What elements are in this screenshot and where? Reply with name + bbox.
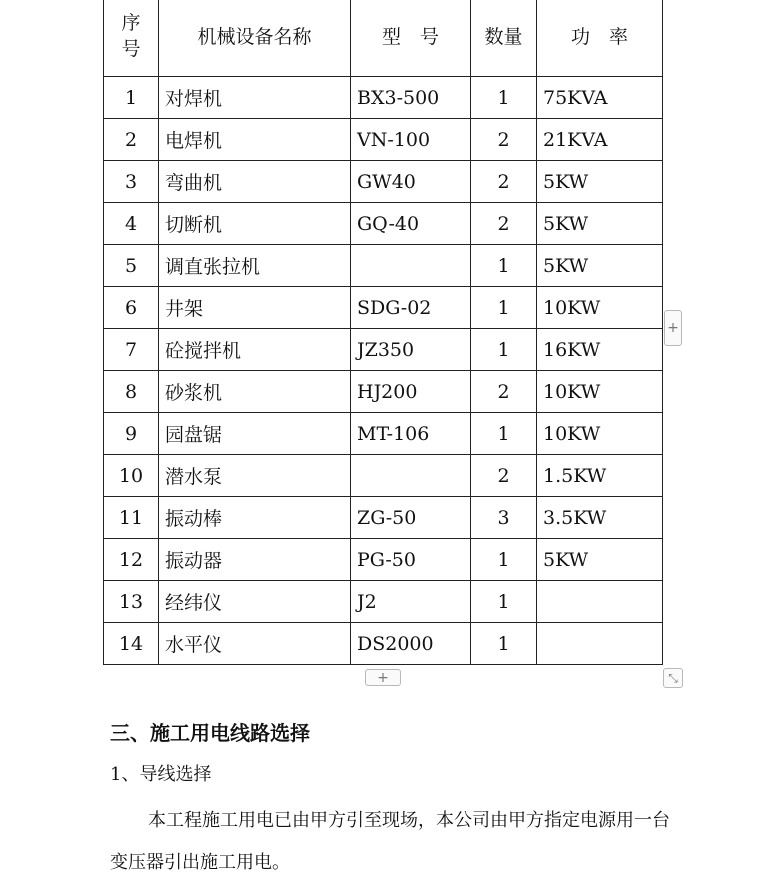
- table-row: [104, 581, 663, 623]
- cell-model[interactable]: DS2000: [351, 623, 471, 665]
- resize-icon: ⤡: [668, 670, 678, 685]
- cell-qty[interactable]: 2: [471, 119, 537, 161]
- cell-qty[interactable]: 1: [471, 329, 537, 371]
- cell-power[interactable]: 10KW: [537, 287, 663, 329]
- table-row: [104, 539, 663, 581]
- header-name[interactable]: 机械设备名称: [159, 0, 351, 77]
- cell-power[interactable]: [537, 623, 663, 665]
- cell-no[interactable]: 3: [104, 161, 159, 203]
- header-model[interactable]: 型 号: [351, 0, 471, 77]
- table-row: [104, 77, 663, 119]
- cell-qty[interactable]: 1: [471, 623, 537, 665]
- table-row: [104, 119, 663, 161]
- add-column-button[interactable]: [664, 310, 682, 346]
- cell-model[interactable]: VN-100: [351, 119, 471, 161]
- cell-no[interactable]: 8: [104, 371, 159, 413]
- cell-qty[interactable]: 2: [471, 161, 537, 203]
- cell-power[interactable]: 21KVA: [537, 119, 663, 161]
- cell-name[interactable]: 电焊机: [159, 119, 351, 161]
- cell-no[interactable]: 5: [104, 245, 159, 287]
- header-power[interactable]: 功 率: [537, 0, 663, 77]
- cell-name[interactable]: 振动棒: [159, 497, 351, 539]
- cell-power[interactable]: 10KW: [537, 371, 663, 413]
- header-no[interactable]: [104, 0, 159, 77]
- cell-power[interactable]: 3.5KW: [537, 497, 663, 539]
- cell-name[interactable]: 经纬仪: [159, 581, 351, 623]
- table-row: [104, 161, 663, 203]
- cell-name[interactable]: 潜水泵: [159, 455, 351, 497]
- table-row: [104, 455, 663, 497]
- cell-no[interactable]: 10: [104, 455, 159, 497]
- cell-qty[interactable]: 1: [471, 287, 537, 329]
- cell-model[interactable]: GW40: [351, 161, 471, 203]
- cell-no[interactable]: 12: [104, 539, 159, 581]
- cell-name[interactable]: 振动器: [159, 539, 351, 581]
- cell-no[interactable]: 13: [104, 581, 159, 623]
- cell-power[interactable]: 5KW: [537, 245, 663, 287]
- subsection-heading[interactable]: 1、导线选择: [110, 764, 212, 785]
- cell-power[interactable]: 5KW: [537, 203, 663, 245]
- cell-name[interactable]: 水平仪: [159, 623, 351, 665]
- cell-model[interactable]: J2: [351, 581, 471, 623]
- table-row: [104, 287, 663, 329]
- plus-icon: +: [377, 669, 389, 686]
- cell-qty[interactable]: 2: [471, 371, 537, 413]
- cell-qty[interactable]: 3: [471, 497, 537, 539]
- cell-name[interactable]: 对焊机: [159, 77, 351, 119]
- equipment-table: [103, 0, 663, 665]
- table-resize-handle[interactable]: [663, 668, 683, 688]
- cell-model[interactable]: HJ200: [351, 371, 471, 413]
- cell-no[interactable]: 7: [104, 329, 159, 371]
- header-qty[interactable]: 数量: [471, 0, 537, 77]
- header-no-line2: 号: [121, 37, 141, 60]
- table-header-row: [104, 0, 663, 77]
- cell-qty[interactable]: 1: [471, 77, 537, 119]
- cell-model[interactable]: [351, 455, 471, 497]
- cell-model[interactable]: MT-106: [351, 413, 471, 455]
- cell-power[interactable]: [537, 581, 663, 623]
- table-row: [104, 497, 663, 539]
- cell-no[interactable]: 1: [104, 77, 159, 119]
- cell-no[interactable]: 9: [104, 413, 159, 455]
- cell-name[interactable]: 园盘锯: [159, 413, 351, 455]
- table-row: [104, 623, 663, 665]
- cell-model[interactable]: [351, 245, 471, 287]
- cell-name[interactable]: 砼搅拌机: [159, 329, 351, 371]
- add-row-button[interactable]: [365, 669, 401, 686]
- table-row: [104, 329, 663, 371]
- cell-model[interactable]: GQ-40: [351, 203, 471, 245]
- cell-model[interactable]: JZ350: [351, 329, 471, 371]
- cell-name[interactable]: 调直张拉机: [159, 245, 351, 287]
- cell-power[interactable]: 16KW: [537, 329, 663, 371]
- cell-qty[interactable]: 2: [471, 203, 537, 245]
- cell-no[interactable]: 14: [104, 623, 159, 665]
- cell-model[interactable]: BX3-500: [351, 77, 471, 119]
- table-row: [104, 371, 663, 413]
- body-paragraph[interactable]: 本工程施工用电已由甲方引至现场，本公司由甲方指定电源用一台变压器引出施工用电。: [110, 810, 670, 873]
- cell-model[interactable]: PG-50: [351, 539, 471, 581]
- cell-qty[interactable]: 2: [471, 455, 537, 497]
- cell-no[interactable]: 2: [104, 119, 159, 161]
- cell-qty[interactable]: 1: [471, 245, 537, 287]
- cell-no[interactable]: 6: [104, 287, 159, 329]
- cell-no[interactable]: 4: [104, 203, 159, 245]
- cell-name[interactable]: 弯曲机: [159, 161, 351, 203]
- cell-power[interactable]: 1.5KW: [537, 455, 663, 497]
- cell-qty[interactable]: 1: [471, 581, 537, 623]
- cell-no[interactable]: 11: [104, 497, 159, 539]
- cell-qty[interactable]: 1: [471, 539, 537, 581]
- section-heading[interactable]: 三、施工用电线路选择: [110, 721, 310, 745]
- cell-qty[interactable]: 1: [471, 413, 537, 455]
- cell-model[interactable]: ZG-50: [351, 497, 471, 539]
- cell-model[interactable]: SDG-02: [351, 287, 471, 329]
- plus-icon: +: [667, 320, 679, 336]
- header-no-line1: 序: [121, 11, 141, 34]
- cell-power[interactable]: 5KW: [537, 161, 663, 203]
- cell-power[interactable]: 75KVA: [537, 77, 663, 119]
- cell-power[interactable]: 10KW: [537, 413, 663, 455]
- table-row: [104, 203, 663, 245]
- table-row: [104, 245, 663, 287]
- table-row: [104, 413, 663, 455]
- cell-name[interactable]: 砂浆机: [159, 371, 351, 413]
- cell-power[interactable]: 5KW: [537, 539, 663, 581]
- cell-name[interactable]: 切断机: [159, 203, 351, 245]
- cell-name[interactable]: 井架: [159, 287, 351, 329]
